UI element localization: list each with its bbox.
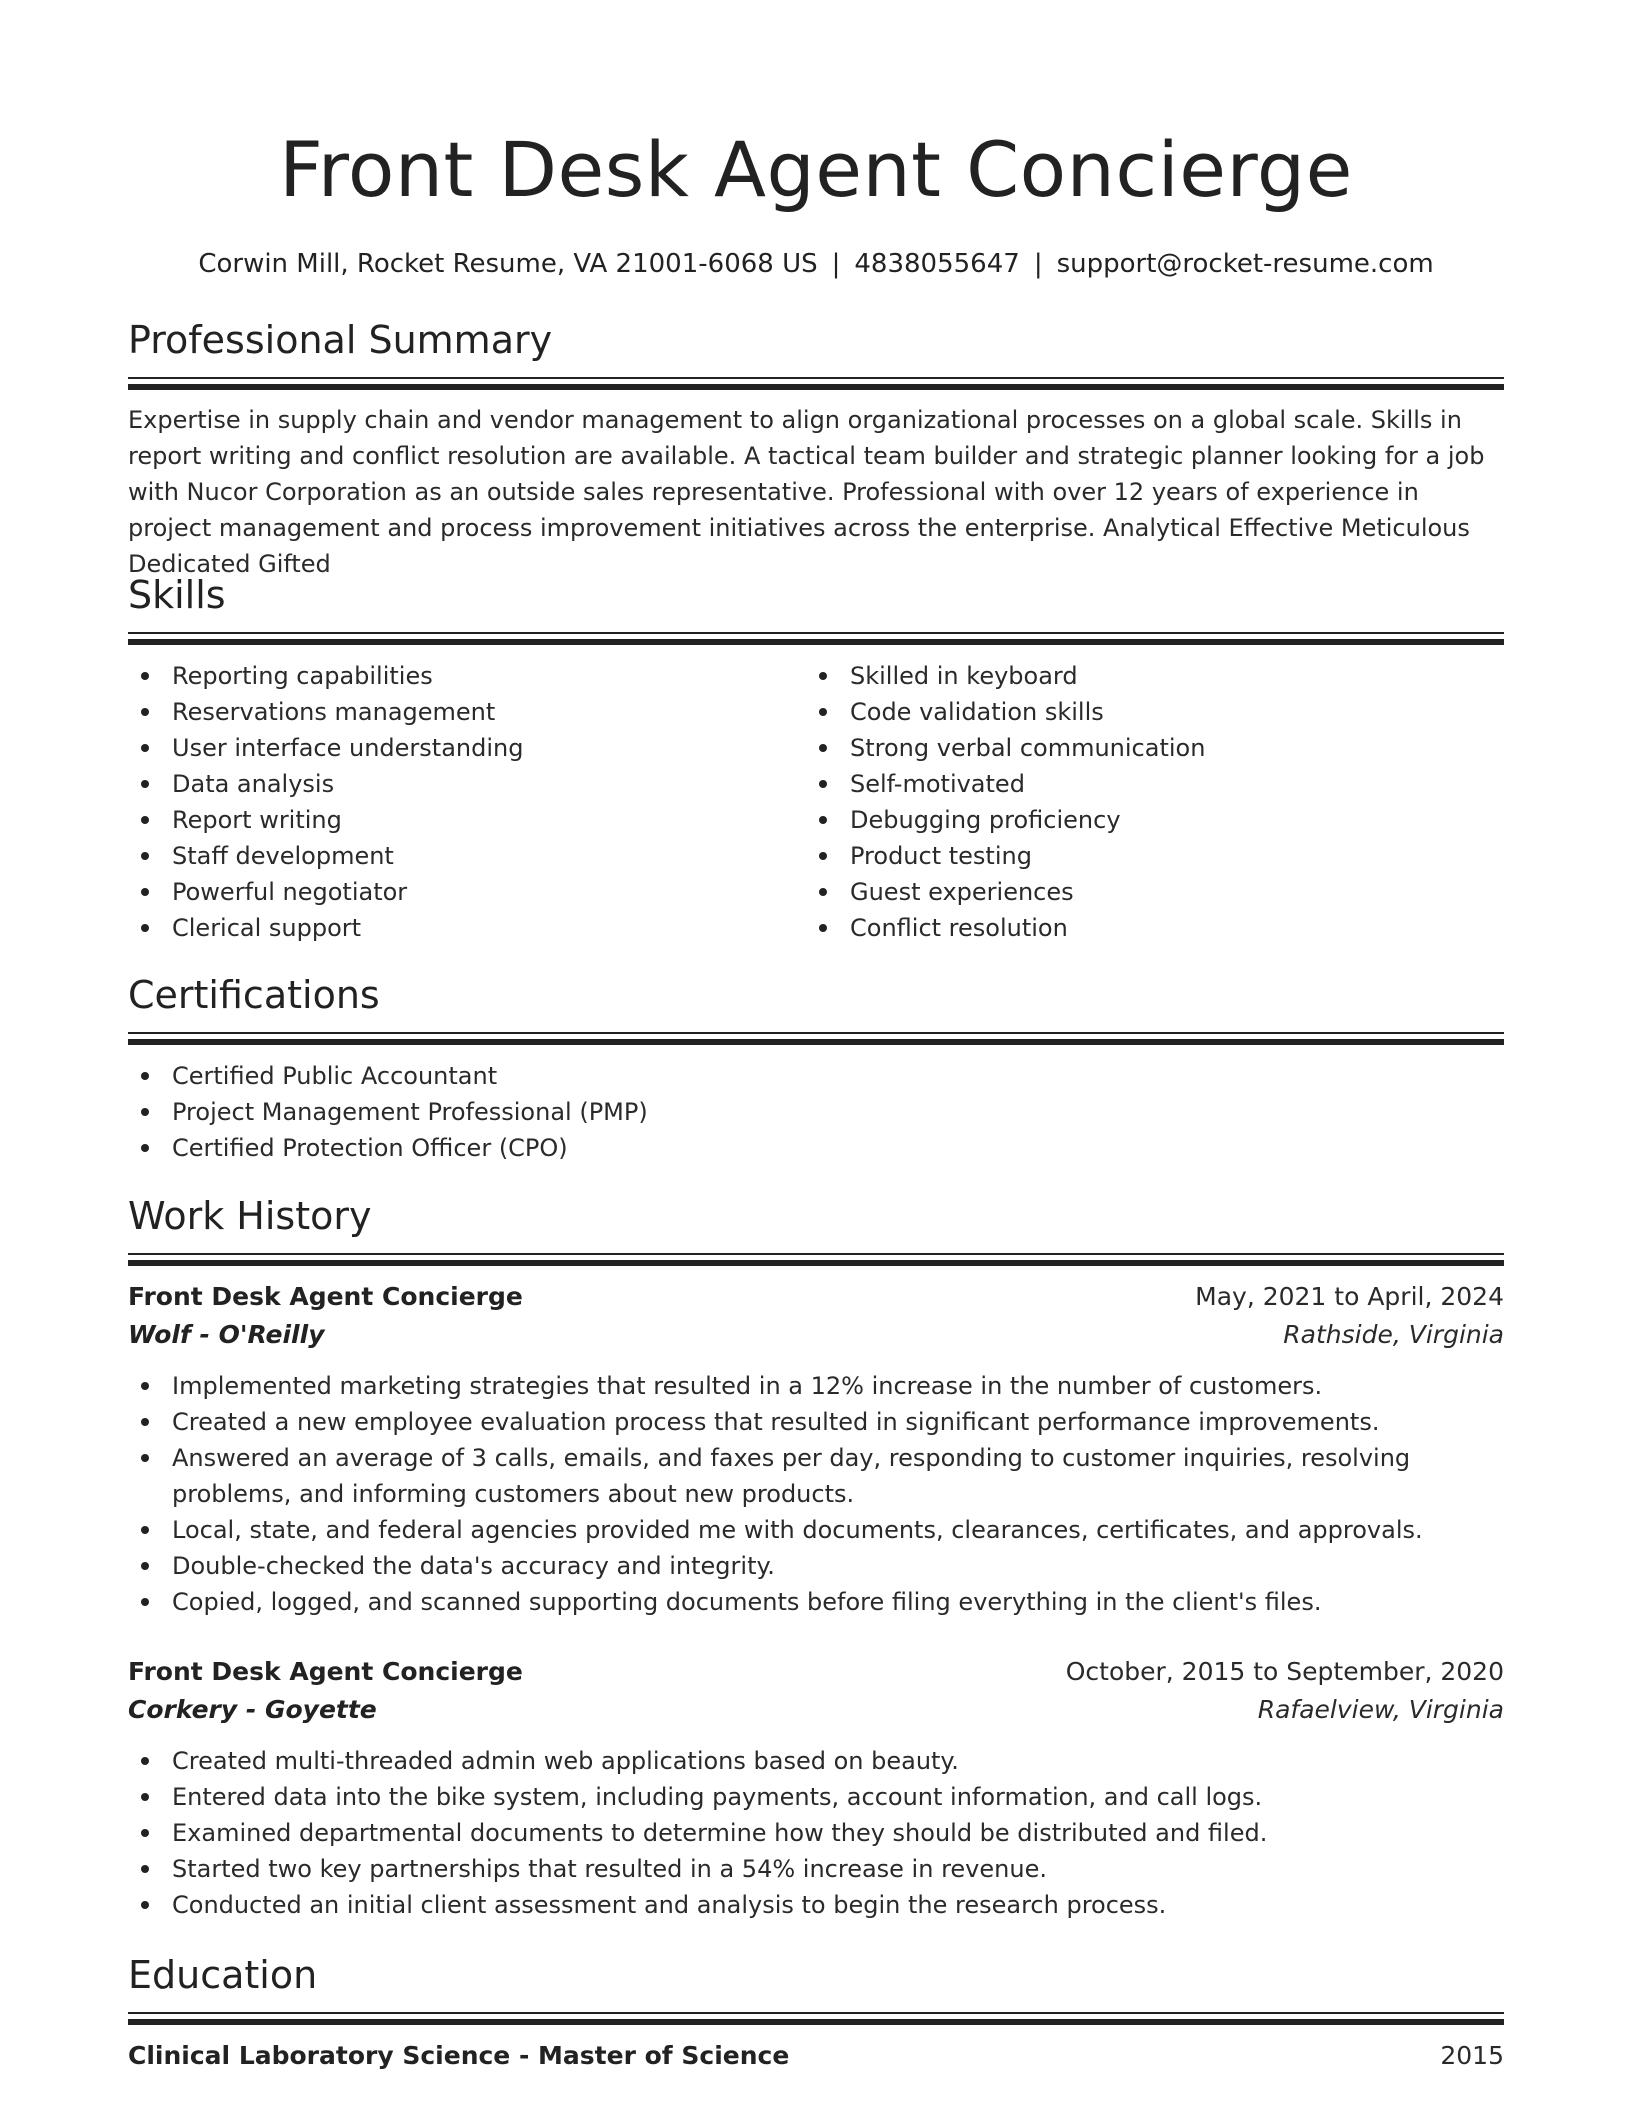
skill-item: Product testing [806, 838, 1484, 874]
job-dates: October, 2015 to September, 2020 [1065, 1657, 1504, 1686]
work-history-section [128, 1192, 1504, 1923]
contact-separator: | [831, 249, 841, 279]
job-entry [128, 1278, 1504, 1620]
job-bullet: Created multi-threaded admin web applications based on beauty. [128, 1743, 1504, 1779]
job-company: Wolf - O'Reilly [128, 1320, 325, 1349]
certification-item: Certified Public Accountant [128, 1058, 1504, 1094]
job-bullet: Started two key partnerships that resulted in a 54% increase in revenue. [128, 1851, 1504, 1887]
skills-column-right [806, 658, 1484, 946]
job-company: Corkery - Goyette [128, 1695, 377, 1724]
skill-item: Powerful negotiator [128, 874, 806, 910]
skill-item: Code validation skills [806, 694, 1484, 730]
education-degree: Clinical Laboratory Science - Master of Science [128, 2041, 790, 2070]
skills-grid [128, 658, 1504, 946]
job-bullet: Double-checked the data's accuracy and integrity. [128, 1548, 1504, 1584]
skill-item: Guest experiences [806, 874, 1484, 910]
section-title-skills: Skills [128, 573, 226, 617]
contact-separator: | [1033, 249, 1043, 279]
education-entry [128, 2037, 1504, 2075]
skill-item: Reservations management [128, 694, 806, 730]
section-divider [128, 2012, 1504, 2027]
education-year: 2015 [1440, 2041, 1504, 2070]
skill-item: Staff development [128, 838, 806, 874]
job-title: Front Desk Agent Concierge [128, 1282, 523, 1311]
section-title-certifications: Certifications [128, 973, 380, 1017]
skills-column-left [128, 658, 806, 946]
section-title-education: Education [128, 1953, 318, 1997]
certification-item: Project Management Professional (PMP) [128, 1094, 1504, 1130]
skills-section [128, 571, 1504, 946]
job-bullet: Examined departmental documents to determine how they should be distributed and filed. [128, 1815, 1504, 1851]
job-header [128, 1653, 1504, 1691]
job-subheader [128, 1316, 1504, 1354]
section-divider [128, 377, 1504, 392]
section-divider [128, 1253, 1504, 1268]
resume-name: Front Desk Agent Concierge [279, 125, 1353, 214]
skill-item: Reporting capabilities [128, 658, 806, 694]
section-divider [128, 1032, 1504, 1047]
skill-item: User interface understanding [128, 730, 806, 766]
skill-item: Self-motivated [806, 766, 1484, 802]
contact-address: Corwin Mill, Rocket Resume, VA 21001-6068 US [198, 249, 818, 279]
job-bullets [128, 1743, 1504, 1923]
job-bullet: Created a new employee evaluation process that resulted in significant performance improvements. [128, 1404, 1504, 1440]
certifications-section [128, 971, 1504, 1166]
summary-section [128, 316, 1504, 582]
job-subheader [128, 1691, 1504, 1729]
job-bullet: Copied, logged, and scanned supporting documents before filing everything in the client's files. [128, 1584, 1504, 1620]
job-bullet: Entered data into the bike system, including payments, account information, and call logs. [128, 1779, 1504, 1815]
summary-text: Expertise in supply chain and vendor management to align organizational processes on a global scale. Skills in report writing and conflict resolution are available. A tactical team builder and strategic planner looking for a job with Nucor Corporation as an outside sales representative. Professional with over 12 years of experience in project management and process improvement initiatives across the enterprise. Analytical Effective Meticulous Dedicated Gifted [128, 406, 1485, 578]
job-title: Front Desk Agent Concierge [128, 1657, 523, 1686]
job-entry [128, 1653, 1504, 1923]
job-location: Rathside, Virginia [1283, 1320, 1504, 1349]
resume-page [128, 0, 1504, 2070]
skills-list-right [806, 658, 1484, 946]
contact-line [128, 246, 1504, 282]
skill-item: Conflict resolution [806, 910, 1484, 946]
skill-item: Debugging proficiency [806, 802, 1484, 838]
job-dates: May, 2021 to April, 2024 [1195, 1282, 1504, 1311]
job-header [128, 1278, 1504, 1316]
job-bullets [128, 1368, 1504, 1620]
section-title-summary: Professional Summary [128, 318, 553, 362]
contact-email: support@rocket-resume.com [1056, 249, 1434, 279]
job-bullet: Conducted an initial client assessment and analysis to begin the research process. [128, 1887, 1504, 1923]
section-divider [128, 632, 1504, 647]
certifications-list [128, 1058, 1504, 1166]
job-location: Rafaelview, Virginia [1257, 1695, 1504, 1724]
skill-item: Data analysis [128, 766, 806, 802]
certification-item: Certified Protection Officer (CPO) [128, 1130, 1504, 1166]
skill-item: Strong verbal communication [806, 730, 1484, 766]
skill-item: Report writing [128, 802, 806, 838]
skill-item: Clerical support [128, 910, 806, 946]
skill-item: Skilled in keyboard [806, 658, 1484, 694]
education-section [128, 1951, 1504, 2075]
contact-phone: 4838055647 [854, 249, 1020, 279]
job-bullet: Implemented marketing strategies that resulted in a 12% increase in the number of customers. [128, 1368, 1504, 1404]
job-bullet: Answered an average of 3 calls, emails, and faxes per day, responding to customer inquiries, resolving problems, and informing customers about new products. [128, 1440, 1504, 1512]
job-bullet: Local, state, and federal agencies provided me with documents, clearances, certificates, and approvals. [128, 1512, 1504, 1548]
skills-list-left [128, 658, 806, 946]
section-title-work-history: Work History [128, 1194, 372, 1238]
